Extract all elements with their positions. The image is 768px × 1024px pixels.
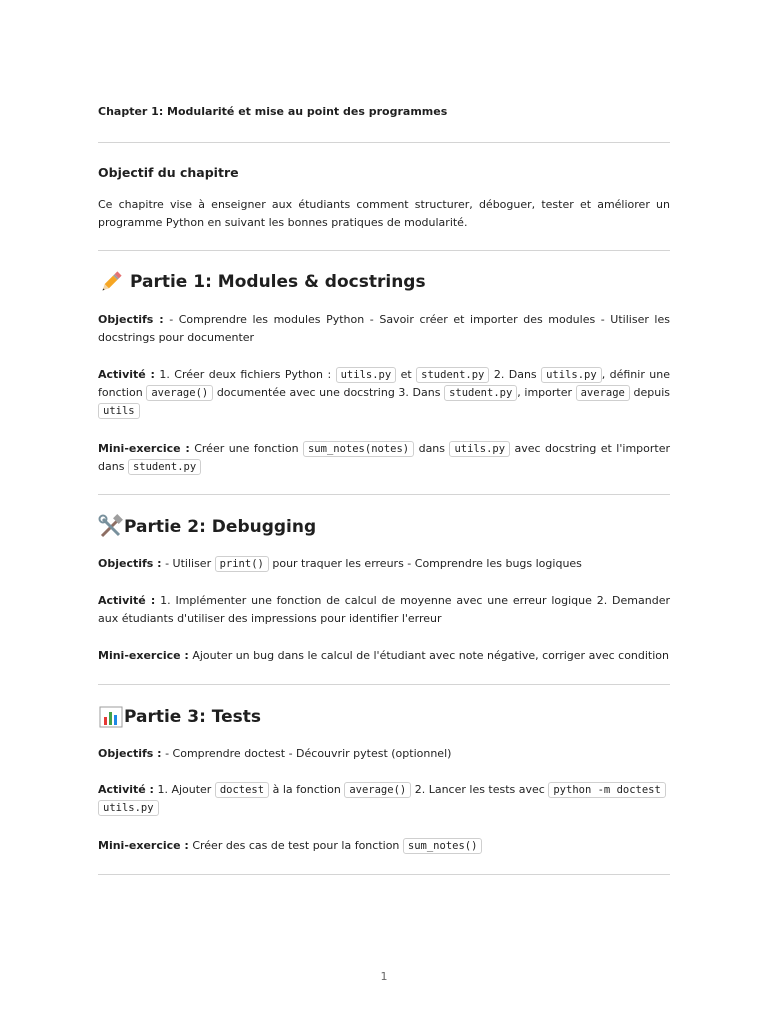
- code-snippet: python -m doctest: [548, 782, 665, 798]
- objective-heading: Objectif du chapitre: [98, 165, 239, 180]
- part1-activite: [98, 366, 670, 420]
- part2-objectifs: [98, 555, 670, 573]
- part1-title: Partie 1: Modules & docstrings: [130, 272, 426, 292]
- code-snippet: student.py: [128, 459, 201, 475]
- text: , importer: [517, 386, 576, 399]
- label: Objectifs :: [98, 313, 164, 326]
- code-snippet: utils.py: [336, 367, 397, 383]
- code-snippet: sum_notes(): [403, 838, 483, 854]
- label: Activité :: [98, 368, 155, 381]
- code-snippet: sum_notes(notes): [303, 441, 414, 457]
- text: 2. Dans: [489, 368, 542, 381]
- part3-objectifs: [98, 745, 670, 763]
- text: dans: [414, 442, 450, 455]
- part2-title: Partie 2: Debugging: [124, 517, 317, 537]
- label: Objectifs :: [98, 747, 162, 760]
- code-snippet: student.py: [416, 367, 489, 383]
- part3-activite: [98, 781, 670, 817]
- part3-mini-exercice: [98, 837, 670, 855]
- text: - Comprendre doctest - Découvrir pytest (optionnel): [161, 747, 452, 760]
- text: Créer une fonction: [189, 442, 303, 455]
- page-number: 1: [380, 970, 388, 983]
- chapter-title: Chapter 1: Modularité et mise au point des programmes: [98, 105, 448, 118]
- part2-mini-exercice: [98, 647, 670, 665]
- divider: [98, 250, 670, 251]
- text: et: [396, 368, 417, 381]
- code-snippet: utils: [98, 403, 140, 419]
- divider: [98, 142, 670, 143]
- label: Mini-exercice :: [98, 649, 189, 662]
- code-snippet: average(): [344, 782, 411, 798]
- tools-icon: [98, 514, 124, 540]
- label: Mini-exercice :: [98, 442, 190, 455]
- text: 1. Ajouter: [153, 783, 215, 796]
- divider: [98, 684, 670, 685]
- code-snippet: average(): [146, 385, 213, 401]
- text: à la fonction: [269, 783, 345, 796]
- label: Objectifs :: [98, 557, 162, 570]
- code-snippet: utils.py: [541, 367, 602, 383]
- text: pour traquer les erreurs - Comprendre les bugs logiques: [268, 557, 582, 570]
- code-snippet: utils.py: [98, 800, 159, 816]
- text: 1. Créer deux fichiers Python :: [154, 368, 336, 381]
- text: - Comprendre les modules Python - Savoir créer et importer des modules - Utiliser les docstrings pour documenter: [98, 313, 670, 344]
- text: 2. Lancer les tests avec: [411, 783, 549, 796]
- pencil-icon: [98, 269, 124, 295]
- divider: [98, 874, 670, 875]
- label: Activité :: [98, 594, 156, 607]
- label: Activité :: [98, 783, 154, 796]
- code-snippet: average: [576, 385, 630, 401]
- text: Ajouter un bug dans le calcul de l'étudiant avec note négative, corriger avec condition: [188, 649, 669, 662]
- part1-objectifs: [98, 311, 670, 347]
- text: , définir une fonction: [98, 368, 671, 399]
- text: documentée avec une docstring 3. Dans: [213, 386, 445, 399]
- text: avec docstring et l'importer dans: [98, 442, 670, 473]
- code-snippet: student.py: [444, 385, 517, 401]
- part3-title: Partie 3: Tests: [124, 707, 262, 727]
- code-snippet: utils.py: [449, 441, 510, 457]
- code-snippet: print(): [215, 556, 269, 572]
- divider: [98, 494, 670, 495]
- text: depuis: [629, 386, 670, 399]
- part3-heading: [98, 704, 261, 730]
- code-snippet: doctest: [215, 782, 269, 798]
- text: - Utiliser: [161, 557, 215, 570]
- part1-heading: [98, 269, 426, 295]
- part2-activite: [98, 592, 670, 628]
- part1-mini-exercice: [98, 440, 670, 476]
- text: Créer des cas de test pour la fonction: [188, 839, 403, 852]
- label: Mini-exercice :: [98, 839, 189, 852]
- part2-heading: [98, 514, 316, 540]
- objective-text: Ce chapitre vise à enseigner aux étudiants comment structurer, déboguer, tester et améliorer un programme Python en suivant les bonnes pratiques de modularité.: [98, 198, 670, 229]
- bar-chart-icon: [98, 704, 124, 730]
- text: 1. Implémenter une fonction de calcul de moyenne avec une erreur logique 2. Demander aux étudiants d'utiliser des impressions pour identifier l'erreur: [98, 594, 670, 625]
